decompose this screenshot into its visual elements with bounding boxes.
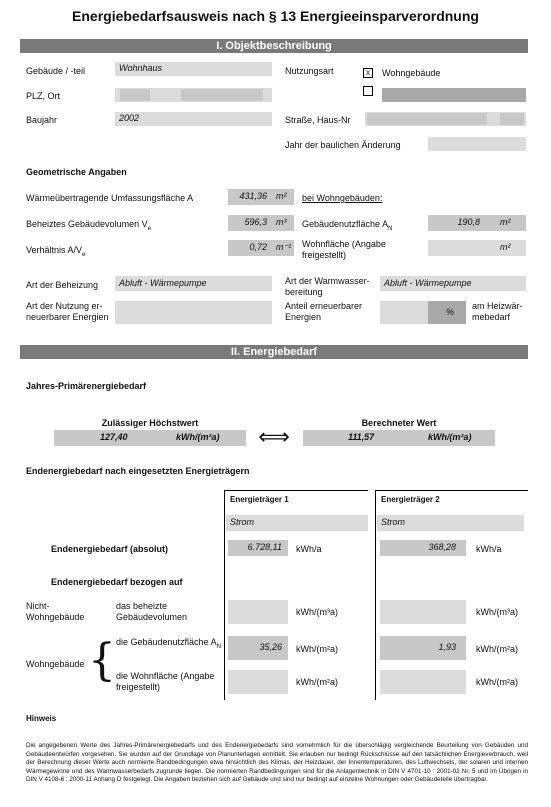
traeger1-heading: Energieträger 1: [230, 495, 289, 504]
absolut-value2: 368,28: [428, 542, 456, 552]
wohnfl-ref-field1[interactable]: [228, 670, 288, 694]
endenergie-heading: Endenergiebedarf nach eingesetzten Energieträgern: [26, 466, 250, 476]
flaeche-value: 431,36: [239, 191, 267, 201]
absolut-unit2: kWh/a: [476, 544, 502, 554]
gebaeude-label: Gebäude / -teil: [26, 66, 86, 76]
nutzflaeche-unit: m²: [500, 217, 511, 227]
wohnfl-ref-unit2: kWh/(m²a): [476, 677, 518, 687]
heizwaerme-label: am Heizwär-mebedarf: [472, 301, 523, 322]
verhaeltnis-label: Verhältnis $A/V_e$: [26, 245, 86, 258]
page-title: Energiebedarfsausweis nach § 13 Energieeinsparverordnung: [72, 8, 479, 24]
nutz-ref-unit2: kWh/(m²a): [476, 644, 518, 654]
wohnflaeche-field[interactable]: [428, 240, 526, 256]
nutz-ref-value2: 1,93: [438, 642, 456, 652]
traeger2-border-left: [375, 490, 376, 700]
wohngebaeude-label: Wohngebäude: [382, 68, 441, 78]
strasse-label: Straße, Haus-Nr: [285, 115, 351, 125]
wohngebaeude-checkbox[interactable]: x: [363, 68, 373, 78]
art-warmwasser-label: Art der Warmwasser-bereitung: [285, 276, 370, 297]
jahr-aenderung-label: Jahr der baulichen Änderung: [285, 140, 401, 150]
volumen-label: Beheiztes Gebäudevolumen $V_e$: [26, 219, 151, 232]
bezogen-label: Endenergiebedarf bezogen auf: [51, 577, 183, 587]
nutz-ref-unit1: kWh/(m²a): [296, 644, 338, 654]
berechnet-label: Berechneter Wert: [361, 418, 437, 428]
art-heizung-label: Art der Beheizung: [26, 280, 99, 290]
hinweis-text: Die angegebenen Werte des Jahres-Primärenergiebedarfs und des Endenergiebedarfs sind vornehmlich für die überschlägig vergleichende Beurteilung von Gebäuden und Gebäudeentwürfen vorgesehen. Sie wurden auf der Grundlage von Planunterlagen ermittelt. Sie erlauben nur bedingt Rückschlüsse auf den tatsächlichen Energieverbrauch, weil der Berechnung dieser Werte auch normierte Randbedingungen etwa hinsichtlich des Klimas, der Heizdauer, der Innentemperaturen, des Luftwechsels, der solaren und internen Wärmegewinne und des Warmwasserbedarfs zugrunde liegen. Die normierten Randbedingungen sind für die Anlagentechnik in DIN V 4701-10 : 2001-02 Nr. 5 und im Übrigen in DIN V 4108-6 : 2000-11 Anhang D festgelegt. Die Angaben beziehen sich auf Gebäude und sind nur bedingt auf einzelne Wohnungen oder Gebäudeteile übertragbar.: [26, 742, 528, 783]
wohn-label: Wohngebäude: [26, 659, 85, 669]
berechnet-unit: kWh/(m²a): [428, 432, 472, 442]
brace-icon: {: [88, 635, 116, 686]
nutz-ref-label: die Gebäudenutzfläche $A_N$: [116, 637, 221, 650]
berechnet-value: 111,57: [348, 432, 375, 442]
absolut-label: Endenergiebedarf (absolut): [51, 544, 169, 554]
zulaessig-value: 127,40: [100, 432, 128, 442]
plz-redacted: [120, 89, 150, 101]
nichtwohngebaeude-checkbox[interactable]: [363, 86, 373, 96]
strasse-redacted: [367, 113, 487, 125]
absolut-unit1: kWh/a: [296, 544, 322, 554]
wohnflaeche-label: Wohnfläche (Angabe freigestellt): [302, 239, 386, 260]
nutzungsart-field[interactable]: [382, 88, 526, 102]
volumen-unit: m³: [276, 217, 287, 227]
verhaeltnis-value: 0,72: [249, 242, 267, 252]
anteil-unit: %: [446, 307, 455, 317]
gebaeude-value: Wohnhaus: [119, 63, 163, 73]
compare-arrow-icon: ⟺: [258, 424, 290, 449]
volumen-ref-unit2: kWh/(m³a): [476, 607, 518, 617]
art-warmwasser-value: Abluft - Wärmepumpe: [384, 278, 472, 288]
flaeche-unit: m²: [276, 191, 287, 201]
wohnfl-ref-field2[interactable]: [380, 670, 466, 694]
nutzflaeche-label: Gebäudenutzfläche $A_N$: [302, 219, 393, 232]
volumen-value: 596,3: [244, 217, 267, 227]
traeger2-border-top: [375, 490, 528, 491]
baujahr-label: Baujahr: [26, 115, 58, 125]
jahr-aenderung-field[interactable]: [428, 137, 526, 151]
ort-redacted: [181, 89, 263, 101]
wohnflaeche-unit: m²: [500, 242, 511, 252]
art-heizung-value: Abluft - Wärmepumpe: [119, 278, 207, 288]
section-objektbeschreibung: I. Objektbeschreibung: [20, 39, 528, 53]
traeger2-value: Strom: [381, 517, 406, 527]
traeger2-heading: Energieträger 2: [381, 495, 440, 504]
volumen-ref-label: das beheizte Gebäudevolumen: [116, 601, 188, 622]
traeger1-value: Strom: [230, 517, 255, 527]
volumen-ref-field2[interactable]: [380, 600, 466, 624]
nutzungsart-label: Nutzungsart: [285, 66, 334, 76]
flaeche-label: Wärmeübertragende Umfassungsfläche A: [26, 193, 194, 203]
plz-label: PLZ, Ort: [26, 91, 61, 101]
hinweis-heading: Hinweis: [26, 714, 57, 723]
traeger1-border-left: [224, 490, 225, 700]
bei-wohngebaeuden: bei Wohngebäuden:: [302, 193, 383, 203]
zulaessig-label: Zulässiger Höchstwert: [101, 418, 199, 428]
nicht-wohn-label: Nicht-Wohngebäude: [26, 601, 85, 622]
volumen-ref-field1[interactable]: [228, 600, 288, 624]
verhaeltnis-unit: m⁻¹: [276, 242, 292, 252]
volumen-ref-unit1: kWh/(m³a): [296, 607, 338, 617]
art-nutzung-label: Art der Nutzung er-neuerbarer Energien: [26, 301, 109, 322]
absolut-value1: 6.728,11: [247, 542, 282, 552]
wohnfl-ref-unit1: kWh/(m²a): [296, 677, 338, 687]
nutz-ref-value1: 35,26: [259, 642, 282, 652]
nutzflaeche-value: 190,8: [457, 217, 480, 227]
traeger1-border-top: [224, 490, 368, 491]
geo-heading: Geometrische Angaben: [26, 167, 127, 177]
section-energiebedarf: II. Energiebedarf: [20, 345, 528, 359]
art-nutzung-field[interactable]: [115, 301, 272, 324]
anteil-label: Anteil erneuerbarer Energien: [285, 301, 363, 322]
baujahr-value: 2002: [119, 113, 140, 123]
zulaessig-unit: kWh/(m²a): [176, 432, 220, 442]
wohnfl-ref-label: die Wohnfläche (Angabe freigestellt): [116, 671, 215, 692]
primaer-heading: Jahres-Primärenergiebedarf: [26, 381, 147, 391]
hausnr-redacted: [500, 113, 524, 125]
